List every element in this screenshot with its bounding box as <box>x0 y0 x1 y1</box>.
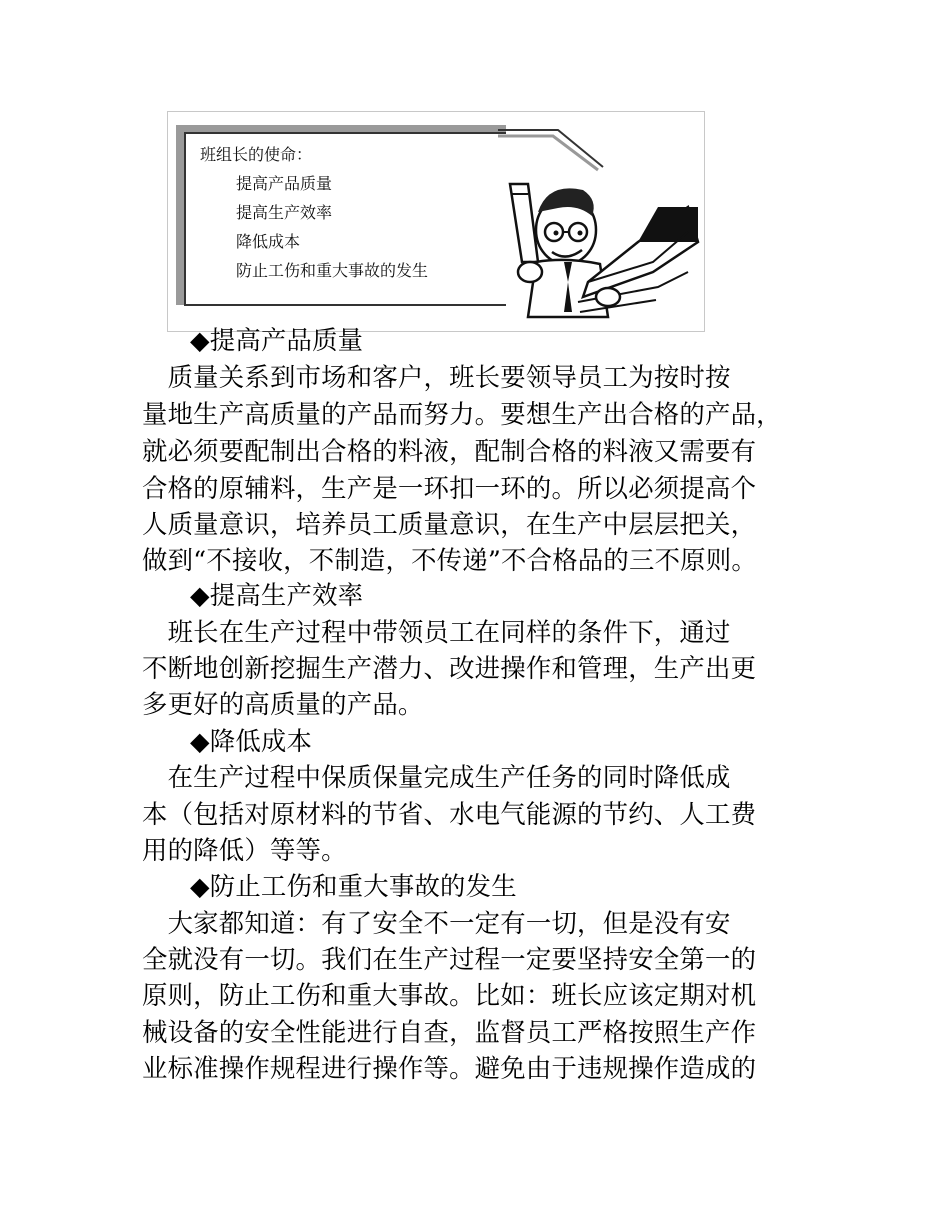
paragraph-line: 不断地创新挖掘生产潜力、改进操作和管理，生产出更 <box>142 653 757 683</box>
paragraph-line: 合格的原辅料，生产是一环扣一环的。所以必须提高个 <box>142 473 757 503</box>
cartoon-man-with-pen-and-book-icon <box>488 112 705 332</box>
paragraph-line: 大家都知道：有了安全不一定有一切，但是没有安 <box>142 908 731 938</box>
board-item: 提高产品质量 <box>236 174 333 193</box>
paragraph-line: 用的降低）等等。 <box>142 835 347 865</box>
paragraph-line: 就必须要配制出合格的料液，配制合格的料液又需要有 <box>142 436 757 466</box>
paragraph-line: 班长在生产过程中带领员工在同样的条件下，通过 <box>142 617 731 647</box>
board-item: 防止工伤和重大事故的发生 <box>236 261 429 280</box>
paragraph-line: 在生产过程中保质保量完成生产任务的同时降低成 <box>142 762 731 792</box>
section-heading-safety: ◆防止工伤和重大事故的发生 <box>190 871 517 901</box>
section-heading-quality: ◆提高产品质量 <box>190 325 364 355</box>
paragraph-line: 质量关系到市场和客户，班长要领导员工为按时按 <box>142 362 731 392</box>
illustration-panel <box>167 111 705 332</box>
paragraph-line: 原则，防止工伤和重大事故。比如：班长应该定期对机 <box>142 980 757 1010</box>
paragraph-line: 全就没有一切。我们在生产过程一定要坚持安全第一的 <box>142 944 757 974</box>
board-item: 提高生产效率 <box>236 203 333 222</box>
paragraph-line: 多更好的高质量的产品。 <box>142 689 424 719</box>
paragraph-line: 做到“不接收，不制造，不传递”不合格品的三不原则。 <box>142 545 757 575</box>
paragraph-line: 人质量意识，培养员工质量意识，在生产中层层把关， <box>142 509 757 539</box>
board-item: 降低成本 <box>236 232 301 251</box>
board-title: 班组长的使命： <box>200 145 313 164</box>
section-heading-cost: ◆降低成本 <box>190 726 313 756</box>
paragraph-line: 本（包括对原材料的节省、水电气能源的节约、人工费 <box>142 799 757 829</box>
paragraph-line: 械设备的安全性能进行自查，监督员工严格按照生产作 <box>142 1017 757 1047</box>
paragraph-line: 业标准操作规程进行操作等。避免由于违规操作造成的 <box>142 1053 757 1083</box>
paragraph-line: 量地生产高质量的产品而努力。要想生产出合格的产品， <box>142 399 782 429</box>
section-heading-efficiency: ◆提高生产效率 <box>190 580 364 610</box>
